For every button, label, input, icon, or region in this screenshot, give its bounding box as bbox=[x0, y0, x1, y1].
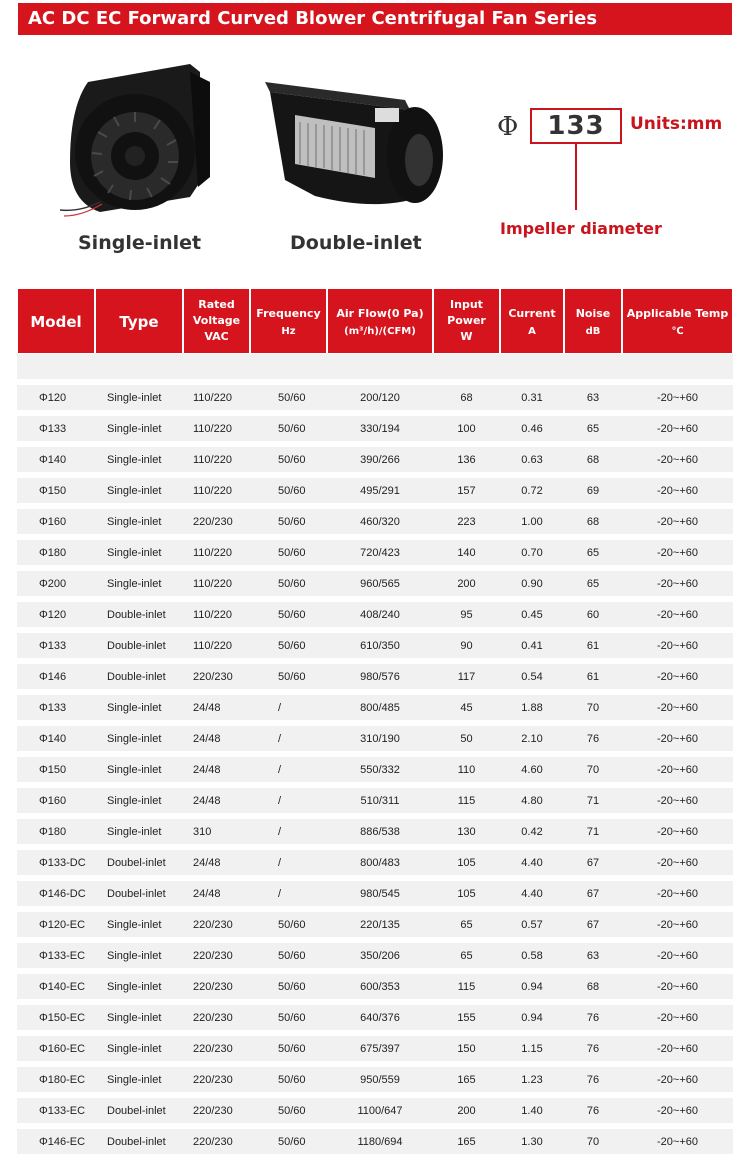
cell-airflow: 350/206 bbox=[327, 943, 433, 974]
cell-voltage: 310 bbox=[183, 819, 250, 850]
cell-temp: -20~+60 bbox=[622, 912, 733, 943]
cell-model: Φ133 bbox=[17, 416, 95, 447]
cell-temp: -20~+60 bbox=[622, 974, 733, 1005]
cell-airflow: 330/194 bbox=[327, 416, 433, 447]
cell-frequency: 50/60 bbox=[250, 571, 327, 602]
cell-current: 2.10 bbox=[500, 726, 564, 757]
table-row bbox=[17, 416, 733, 447]
cell-voltage: 220/230 bbox=[183, 1129, 250, 1160]
cell-airflow: 220/135 bbox=[327, 912, 433, 943]
header-model: Model bbox=[17, 288, 95, 354]
header-input-power: Input Power W bbox=[433, 288, 500, 354]
cell-model: Φ146-DC bbox=[17, 881, 95, 912]
cell-voltage: 220/230 bbox=[183, 912, 250, 943]
cell-power: 130 bbox=[433, 819, 500, 850]
cell-noise: 71 bbox=[564, 819, 622, 850]
cell-voltage: 24/48 bbox=[183, 757, 250, 788]
cell-power: 117 bbox=[433, 664, 500, 695]
cell-frequency: 50/60 bbox=[250, 912, 327, 943]
cell-current: 0.31 bbox=[500, 385, 564, 416]
cell-type: Single-inlet bbox=[95, 1067, 183, 1098]
cell-frequency: 50/60 bbox=[250, 1098, 327, 1129]
cell-frequency: / bbox=[250, 788, 327, 819]
cell-voltage: 220/230 bbox=[183, 1005, 250, 1036]
cell-frequency: 50/60 bbox=[250, 1129, 327, 1160]
table-row bbox=[17, 819, 733, 850]
cell-power: 68 bbox=[433, 385, 500, 416]
cell-noise: 76 bbox=[564, 1067, 622, 1098]
cell-voltage: 220/230 bbox=[183, 943, 250, 974]
cell-type: Doubel-inlet bbox=[95, 881, 183, 912]
cell-temp: -20~+60 bbox=[622, 1036, 733, 1067]
cell-temp: -20~+60 bbox=[622, 602, 733, 633]
cell-power: 100 bbox=[433, 416, 500, 447]
cell-power: 165 bbox=[433, 1129, 500, 1160]
cell-current: 0.94 bbox=[500, 974, 564, 1005]
table-row bbox=[17, 974, 733, 1005]
leader-line bbox=[575, 144, 577, 210]
table-row bbox=[17, 1129, 733, 1160]
cell-frequency: / bbox=[250, 757, 327, 788]
cell-power: 115 bbox=[433, 974, 500, 1005]
table-row bbox=[17, 602, 733, 633]
cell-type: Single-inlet bbox=[95, 726, 183, 757]
cell-current: 0.70 bbox=[500, 540, 564, 571]
table-row bbox=[17, 633, 733, 664]
diameter-symbol: Φ bbox=[497, 112, 519, 142]
cell-power: 136 bbox=[433, 447, 500, 478]
cell-model: Φ140 bbox=[17, 726, 95, 757]
cell-noise: 67 bbox=[564, 912, 622, 943]
cell-temp: -20~+60 bbox=[622, 757, 733, 788]
cell-type: Single-inlet bbox=[95, 819, 183, 850]
table-row bbox=[17, 571, 733, 602]
page-title: AC DC EC Forward Curved Blower Centrifugal Fan Series bbox=[18, 3, 732, 35]
cell-frequency: 50/60 bbox=[250, 1067, 327, 1098]
cell-type: Single-inlet bbox=[95, 695, 183, 726]
table-row bbox=[17, 943, 733, 974]
cell-model: Φ133-EC bbox=[17, 1098, 95, 1129]
cell-temp: -20~+60 bbox=[622, 1067, 733, 1098]
cell-airflow: 640/376 bbox=[327, 1005, 433, 1036]
double-inlet-blower-photo bbox=[255, 60, 450, 220]
cell-voltage: 220/230 bbox=[183, 509, 250, 540]
cell-power: 200 bbox=[433, 1098, 500, 1129]
cell-airflow: 460/320 bbox=[327, 509, 433, 540]
cell-noise: 67 bbox=[564, 850, 622, 881]
cell-power: 65 bbox=[433, 943, 500, 974]
cell-voltage: 110/220 bbox=[183, 540, 250, 571]
cell-voltage: 110/220 bbox=[183, 447, 250, 478]
cell-current: 4.40 bbox=[500, 850, 564, 881]
cell-temp: -20~+60 bbox=[622, 1129, 733, 1160]
header-temp: Applicable Temp ℃ bbox=[622, 288, 733, 354]
cell-type: Single-inlet bbox=[95, 943, 183, 974]
cell-airflow: 800/485 bbox=[327, 695, 433, 726]
cell-noise: 76 bbox=[564, 726, 622, 757]
cell-power: 110 bbox=[433, 757, 500, 788]
cell-voltage: 220/230 bbox=[183, 1098, 250, 1129]
cell-airflow: 1100/647 bbox=[327, 1098, 433, 1129]
cell-frequency: / bbox=[250, 726, 327, 757]
cell-noise: 67 bbox=[564, 881, 622, 912]
cell-model: Φ120 bbox=[17, 385, 95, 416]
cell-airflow: 960/565 bbox=[327, 571, 433, 602]
cell-model: Φ140-EC bbox=[17, 974, 95, 1005]
cell-airflow: 950/559 bbox=[327, 1067, 433, 1098]
cell-airflow: 408/240 bbox=[327, 602, 433, 633]
cell-temp: -20~+60 bbox=[622, 881, 733, 912]
cell-model: Φ133 bbox=[17, 633, 95, 664]
cell-voltage: 220/230 bbox=[183, 974, 250, 1005]
spec-table bbox=[17, 288, 733, 1160]
table-row bbox=[17, 881, 733, 912]
cell-temp: -20~+60 bbox=[622, 1098, 733, 1129]
cell-noise: 70 bbox=[564, 757, 622, 788]
cell-type: Single-inlet bbox=[95, 540, 183, 571]
cell-model: Φ133 bbox=[17, 695, 95, 726]
cell-power: 155 bbox=[433, 1005, 500, 1036]
cell-type: Single-inlet bbox=[95, 757, 183, 788]
cell-current: 0.45 bbox=[500, 602, 564, 633]
cell-noise: 63 bbox=[564, 943, 622, 974]
header-airflow: Air Flow(0 Pa) (m³/h)/(CFM) bbox=[327, 288, 433, 354]
cell-model: Φ140 bbox=[17, 447, 95, 478]
cell-type: Single-inlet bbox=[95, 385, 183, 416]
cell-current: 1.88 bbox=[500, 695, 564, 726]
cell-type: Double-inlet bbox=[95, 633, 183, 664]
cell-model: Φ146 bbox=[17, 664, 95, 695]
cell-noise: 76 bbox=[564, 1098, 622, 1129]
cell-noise: 71 bbox=[564, 788, 622, 819]
cell-model: Φ180 bbox=[17, 540, 95, 571]
cell-frequency: 50/60 bbox=[250, 602, 327, 633]
header-frequency: Frequency Hz bbox=[250, 288, 327, 354]
cell-temp: -20~+60 bbox=[622, 385, 733, 416]
cell-frequency: / bbox=[250, 695, 327, 726]
cell-voltage: 24/48 bbox=[183, 695, 250, 726]
cell-airflow: 720/423 bbox=[327, 540, 433, 571]
cell-airflow: 675/397 bbox=[327, 1036, 433, 1067]
cell-temp: -20~+60 bbox=[622, 664, 733, 695]
cell-power: 223 bbox=[433, 509, 500, 540]
cell-current: 0.58 bbox=[500, 943, 564, 974]
cell-power: 45 bbox=[433, 695, 500, 726]
cell-model: Φ160 bbox=[17, 788, 95, 819]
cell-model: Φ180-EC bbox=[17, 1067, 95, 1098]
cell-model: Φ133-DC bbox=[17, 850, 95, 881]
cell-type: Single-inlet bbox=[95, 416, 183, 447]
cell-current: 0.41 bbox=[500, 633, 564, 664]
cell-current: 1.00 bbox=[500, 509, 564, 540]
cell-current: 4.80 bbox=[500, 788, 564, 819]
cell-noise: 68 bbox=[564, 974, 622, 1005]
cell-noise: 70 bbox=[564, 695, 622, 726]
cell-type: Single-inlet bbox=[95, 1036, 183, 1067]
cell-frequency: 50/60 bbox=[250, 509, 327, 540]
cell-power: 115 bbox=[433, 788, 500, 819]
cell-voltage: 220/230 bbox=[183, 664, 250, 695]
cell-model: Φ200 bbox=[17, 571, 95, 602]
table-row bbox=[17, 1098, 733, 1129]
cell-model: Φ120 bbox=[17, 602, 95, 633]
cell-power: 105 bbox=[433, 850, 500, 881]
cell-airflow: 495/291 bbox=[327, 478, 433, 509]
cell-model: Φ120-EC bbox=[17, 912, 95, 943]
cell-model: Φ150-EC bbox=[17, 1005, 95, 1036]
table-row bbox=[17, 1036, 733, 1067]
cell-temp: -20~+60 bbox=[622, 416, 733, 447]
cell-noise: 61 bbox=[564, 633, 622, 664]
cell-frequency: / bbox=[250, 881, 327, 912]
cell-current: 0.57 bbox=[500, 912, 564, 943]
cell-airflow: 550/332 bbox=[327, 757, 433, 788]
cell-model: Φ150 bbox=[17, 757, 95, 788]
cell-noise: 65 bbox=[564, 571, 622, 602]
cell-temp: -20~+60 bbox=[622, 726, 733, 757]
cell-airflow: 1180/694 bbox=[327, 1129, 433, 1160]
table-row bbox=[17, 757, 733, 788]
table-row bbox=[17, 509, 733, 540]
cell-voltage: 220/230 bbox=[183, 1067, 250, 1098]
cell-noise: 63 bbox=[564, 385, 622, 416]
cell-temp: -20~+60 bbox=[622, 478, 733, 509]
cell-noise: 76 bbox=[564, 1036, 622, 1067]
cell-power: 50 bbox=[433, 726, 500, 757]
cell-frequency: 50/60 bbox=[250, 664, 327, 695]
cell-voltage: 110/220 bbox=[183, 385, 250, 416]
cell-airflow: 980/576 bbox=[327, 664, 433, 695]
cell-noise: 68 bbox=[564, 447, 622, 478]
cell-airflow: 600/353 bbox=[327, 974, 433, 1005]
cell-type: Single-inlet bbox=[95, 509, 183, 540]
header-type: Type bbox=[95, 288, 183, 354]
cell-model: Φ133-EC bbox=[17, 943, 95, 974]
cell-current: 0.94 bbox=[500, 1005, 564, 1036]
cell-voltage: 110/220 bbox=[183, 478, 250, 509]
cell-frequency: / bbox=[250, 850, 327, 881]
cell-current: 0.42 bbox=[500, 819, 564, 850]
single-inlet-blower-photo bbox=[40, 52, 230, 227]
cell-temp: -20~+60 bbox=[622, 788, 733, 819]
cell-power: 105 bbox=[433, 881, 500, 912]
cell-current: 1.15 bbox=[500, 1036, 564, 1067]
cell-voltage: 24/48 bbox=[183, 850, 250, 881]
cell-frequency: 50/60 bbox=[250, 416, 327, 447]
cell-noise: 69 bbox=[564, 478, 622, 509]
cell-frequency: 50/60 bbox=[250, 1036, 327, 1067]
cell-current: 0.46 bbox=[500, 416, 564, 447]
cell-current: 1.30 bbox=[500, 1129, 564, 1160]
cell-type: Double-inlet bbox=[95, 664, 183, 695]
cell-frequency: / bbox=[250, 819, 327, 850]
cell-voltage: 24/48 bbox=[183, 881, 250, 912]
cell-type: Doubel-inlet bbox=[95, 1098, 183, 1129]
cell-temp: -20~+60 bbox=[622, 633, 733, 664]
cell-temp: -20~+60 bbox=[622, 943, 733, 974]
cell-current: 1.40 bbox=[500, 1098, 564, 1129]
cell-current: 0.54 bbox=[500, 664, 564, 695]
cell-noise: 65 bbox=[564, 416, 622, 447]
cell-airflow: 886/538 bbox=[327, 819, 433, 850]
table-row bbox=[17, 850, 733, 881]
cell-temp: -20~+60 bbox=[622, 1005, 733, 1036]
cell-type: Single-inlet bbox=[95, 788, 183, 819]
cell-temp: -20~+60 bbox=[622, 850, 733, 881]
cell-frequency: 50/60 bbox=[250, 974, 327, 1005]
table-row bbox=[17, 695, 733, 726]
cell-type: Doubel-inlet bbox=[95, 1129, 183, 1160]
cell-frequency: 50/60 bbox=[250, 943, 327, 974]
cell-frequency: 50/60 bbox=[250, 633, 327, 664]
cell-type: Single-inlet bbox=[95, 912, 183, 943]
cell-frequency: 50/60 bbox=[250, 447, 327, 478]
cell-power: 90 bbox=[433, 633, 500, 664]
cell-noise: 70 bbox=[564, 1129, 622, 1160]
cell-voltage: 24/48 bbox=[183, 726, 250, 757]
cell-airflow: 390/266 bbox=[327, 447, 433, 478]
units-label: Units:mm bbox=[630, 114, 723, 134]
cell-airflow: 610/350 bbox=[327, 633, 433, 664]
cell-type: Single-inlet bbox=[95, 447, 183, 478]
cell-voltage: 110/220 bbox=[183, 571, 250, 602]
table-row bbox=[17, 726, 733, 757]
cell-power: 200 bbox=[433, 571, 500, 602]
table-row bbox=[17, 385, 733, 416]
cell-current: 4.60 bbox=[500, 757, 564, 788]
cell-voltage: 220/230 bbox=[183, 1036, 250, 1067]
table-row bbox=[17, 540, 733, 571]
header-noise: Noise dB bbox=[564, 288, 622, 354]
table-row bbox=[17, 447, 733, 478]
cell-noise: 65 bbox=[564, 540, 622, 571]
cell-noise: 68 bbox=[564, 509, 622, 540]
cell-model: Φ146-EC bbox=[17, 1129, 95, 1160]
table-row bbox=[17, 1067, 733, 1098]
cell-frequency: 50/60 bbox=[250, 1005, 327, 1036]
cell-temp: -20~+60 bbox=[622, 509, 733, 540]
cell-current: 1.23 bbox=[500, 1067, 564, 1098]
cell-model: Φ160 bbox=[17, 509, 95, 540]
table-row bbox=[17, 478, 733, 509]
cell-voltage: 110/220 bbox=[183, 602, 250, 633]
cell-voltage: 110/220 bbox=[183, 633, 250, 664]
cell-current: 4.40 bbox=[500, 881, 564, 912]
cell-temp: -20~+60 bbox=[622, 819, 733, 850]
cell-noise: 60 bbox=[564, 602, 622, 633]
cell-power: 157 bbox=[433, 478, 500, 509]
cell-noise: 61 bbox=[564, 664, 622, 695]
cell-temp: -20~+60 bbox=[622, 695, 733, 726]
diameter-value: 133 bbox=[530, 108, 622, 144]
cell-type: Single-inlet bbox=[95, 478, 183, 509]
cell-model: Φ180 bbox=[17, 819, 95, 850]
cell-voltage: 24/48 bbox=[183, 788, 250, 819]
cell-power: 95 bbox=[433, 602, 500, 633]
cell-frequency: 50/60 bbox=[250, 478, 327, 509]
cell-power: 150 bbox=[433, 1036, 500, 1067]
cell-airflow: 200/120 bbox=[327, 385, 433, 416]
table-row bbox=[17, 664, 733, 695]
cell-model: Φ160-EC bbox=[17, 1036, 95, 1067]
cell-type: Single-inlet bbox=[95, 571, 183, 602]
table-row bbox=[17, 1005, 733, 1036]
table-row bbox=[17, 912, 733, 943]
impeller-diameter-caption: Impeller diameter bbox=[500, 219, 662, 238]
table-row bbox=[17, 788, 733, 819]
cell-power: 65 bbox=[433, 912, 500, 943]
cell-temp: -20~+60 bbox=[622, 540, 733, 571]
cell-power: 140 bbox=[433, 540, 500, 571]
cell-power: 165 bbox=[433, 1067, 500, 1098]
cell-type: Double-inlet bbox=[95, 602, 183, 633]
cell-temp: -20~+60 bbox=[622, 571, 733, 602]
cell-current: 0.72 bbox=[500, 478, 564, 509]
cell-frequency: 50/60 bbox=[250, 540, 327, 571]
cell-type: Single-inlet bbox=[95, 974, 183, 1005]
cell-noise: 76 bbox=[564, 1005, 622, 1036]
single-inlet-label: Single-inlet bbox=[78, 232, 202, 254]
header-voltage: Rated Voltage VAC bbox=[183, 288, 250, 354]
cell-airflow: 980/545 bbox=[327, 881, 433, 912]
cell-model: Φ150 bbox=[17, 478, 95, 509]
header-current: Current A bbox=[500, 288, 564, 354]
cell-frequency: 50/60 bbox=[250, 385, 327, 416]
double-inlet-label: Double-inlet bbox=[290, 232, 422, 254]
cell-airflow: 800/483 bbox=[327, 850, 433, 881]
cell-type: Single-inlet bbox=[95, 1005, 183, 1036]
cell-type: Doubel-inlet bbox=[95, 850, 183, 881]
cell-temp: -20~+60 bbox=[622, 447, 733, 478]
cell-current: 0.63 bbox=[500, 447, 564, 478]
cell-airflow: 310/190 bbox=[327, 726, 433, 757]
spec-table-body bbox=[17, 385, 733, 1160]
cell-current: 0.90 bbox=[500, 571, 564, 602]
cell-voltage: 110/220 bbox=[183, 416, 250, 447]
cell-airflow: 510/311 bbox=[327, 788, 433, 819]
